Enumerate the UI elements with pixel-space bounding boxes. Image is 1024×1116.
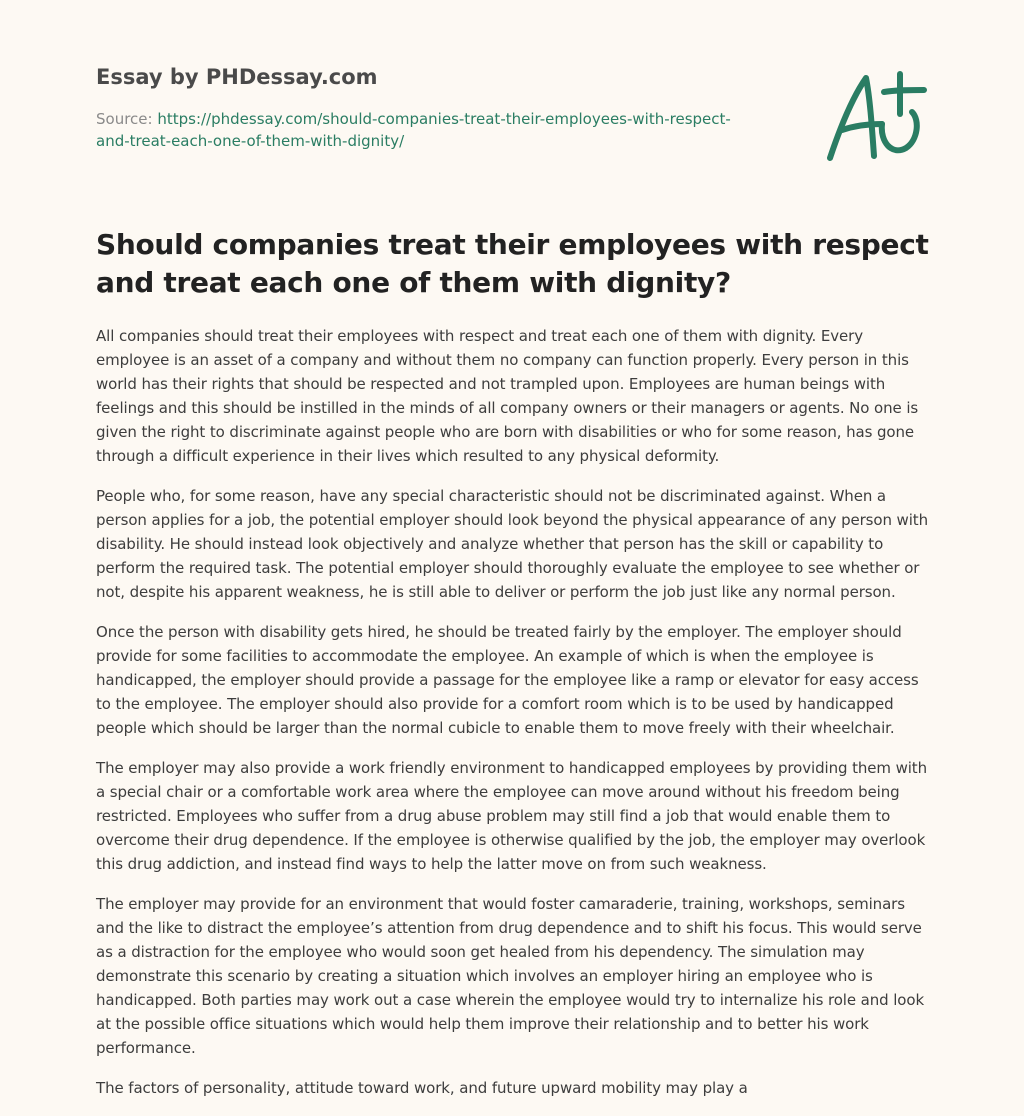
paragraph: Once the person with disability gets hired, he should be treated fairly by the employer. The employer should provide for some facilities to accommodate the employee. An example of which is when the employee is handicapped, the employer should provide a passage for the employee like a ramp or elevator for easy access to the employee. The employer should also provide for a comfort room which is to be used by handicapped people which should be larger than the normal cubicle to enable them to move freely with their wheelchair. [96, 623, 919, 737]
source-url-line1: https://phdessay.com/should-companies-treat-their-employees-with-respect- [157, 110, 731, 128]
paragraph: The employer may also provide a work friendly environment to handicapped employees by providing them with a special chair or a comfortable work area where the employee can move around without his freedom being restricted. Employees who suffer from a drug abuse problem may still find a job that would enable them to overcome their drug dependence. If the employee is otherwise qualified by the job, the employer may overlook this drug addiction, and instead find ways to help the latter move on from such weakness. [96, 759, 927, 873]
source-label: Source: [96, 110, 158, 128]
source-line [96, 108, 756, 152]
paragraph: People who, for some reason, have any special characteristic should not be discriminated against. When a person applies for a job, the potential employer should look beyond the physical appearance of any person with disability. He should instead look objectively and analyze whether that person has the skill or capability to perform the required task. The potential employer should thoroughly evaluate the employee to see whether or not, despite his apparent weakness, he is still able to deliver or perform the job just like any normal person. [96, 487, 928, 601]
paragraph: The employer may provide for an environment that would foster camaraderie, training, workshops, seminars and the like to distract the employee’s attention from drug dependence and to shift his focus. This would serve as a distraction for the employee who would soon get healed from his dependency. The simulation may demonstrate this scenario by creating a situation which involves an employer hiring an employee who is handicapped. Both parties may work out a case wherein the employee would try to internalize his role and look at the possible office situations which would help them improve their relationship and to better his work performance. [96, 895, 925, 1057]
page-header [96, 62, 756, 152]
source-url-line2: and-treat-each-one-of-them-with-dignity/ [96, 132, 405, 150]
paragraph: All companies should treat their employees with respect and treat each one of them with dignity. Every employee is an asset of a company and without them no company can function properly. Every person in this world has their rights that should be respected and not trampled upon. Employees are human beings with feelings and this should be instilled in the minds of all company owners or their managers or agents. No one is given the right to discriminate against people who are born with disabilities or who for some reason, has gone through a difficult experience in their lives which resulted to any physical deformity. [96, 327, 919, 465]
essay-title: Should companies treat their employees with respect and treat each one of them with dignity? [96, 228, 929, 299]
a-plus-grade-icon [820, 68, 930, 168]
source-link[interactable] [96, 110, 731, 150]
site-title: Essay by PHDessay.com [96, 65, 378, 89]
paragraph: The factors of personality, attitude toward work, and future upward mobility may play a [96, 1079, 748, 1097]
essay-body [96, 324, 932, 1116]
